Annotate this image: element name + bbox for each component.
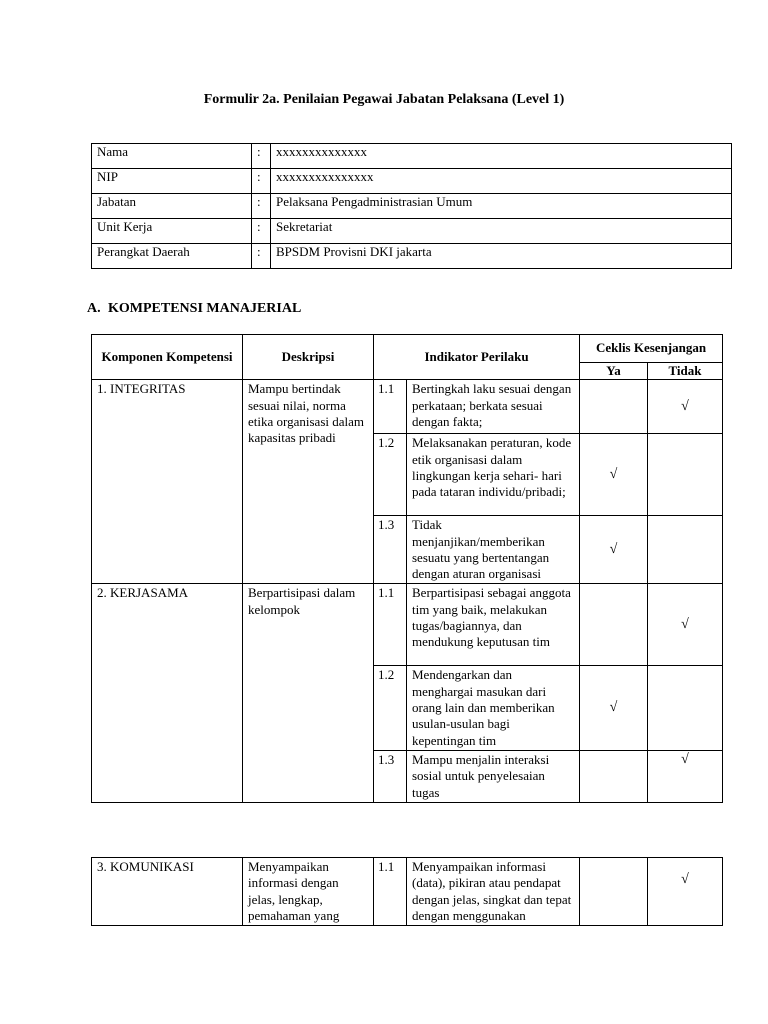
competency-name: 2. KERJASAMA [92, 584, 243, 802]
identity-label: Nama [92, 144, 252, 169]
competency-description: Mampu bertindak sesuai nilai, norma etika organisasi dalam kapasitas pribadi [243, 380, 374, 584]
check-ya [580, 584, 648, 666]
check-tidak: √ [648, 750, 723, 802]
indicator-text: Berpartisipasi sebagai anggota tim yang baik, melakukan tugas/bagiannya, dan mendukung keputusan tim [407, 584, 580, 666]
header-komponen: Komponen Kompetensi [92, 335, 243, 380]
check-tidak [648, 516, 723, 584]
table-row [92, 380, 723, 434]
identity-value: Sekretariat [271, 219, 732, 244]
indicator-text: Mampu menjalin interaksi sosial untuk penyelesaian tugas [407, 750, 580, 802]
indicator-number: 1.2 [374, 666, 407, 750]
header-ya: Ya [580, 363, 648, 380]
indicator-text: Mendengarkan dan menghargai masukan dari orang lain dan memberikan usulan-usulan bagi kepentingan tim [407, 666, 580, 750]
competency-table [91, 334, 723, 803]
check-tidak [648, 434, 723, 516]
identity-separator: : [252, 219, 271, 244]
indicator-number: 1.1 [374, 380, 407, 434]
table-row [92, 584, 723, 666]
identity-table [91, 143, 732, 269]
competency-description: Berpartisipasi dalam kelompok [243, 584, 374, 802]
header-tidak: Tidak [648, 363, 723, 380]
identity-separator: : [252, 244, 271, 269]
identity-value: BPSDM Provisni DKI jakarta [271, 244, 732, 269]
identity-separator: : [252, 194, 271, 219]
check-ya [580, 380, 648, 434]
check-ya [580, 858, 648, 926]
indicator-number: 1.1 [374, 858, 407, 926]
identity-value: xxxxxxxxxxxxxxx [271, 169, 732, 194]
indicator-number: 1.3 [374, 750, 407, 802]
check-ya [580, 750, 648, 802]
identity-row-perangkat-daerah [92, 244, 732, 269]
indicator-text: Bertingkah laku sesuai dengan perkataan; berkata sesuai dengan fakta; [407, 380, 580, 434]
check-tidak: √ [648, 584, 723, 666]
identity-row-nip [92, 169, 732, 194]
indicator-number: 1.3 [374, 516, 407, 584]
indicator-text: Tidak menjanjikan/memberikan sesuatu yang bertentangan dengan aturan organisasi [407, 516, 580, 584]
section-title: KOMPETENSI MANAJERIAL [108, 301, 302, 316]
identity-value: Pelaksana Pengadministrasian Umum [271, 194, 732, 219]
check-ya: √ [580, 516, 648, 584]
competency-name: 3. KOMUNIKASI [92, 858, 243, 926]
section-heading-a [87, 301, 301, 317]
identity-label: Perangkat Daerah [92, 244, 252, 269]
indicator-number: 1.2 [374, 434, 407, 516]
table-row [92, 858, 723, 926]
indicator-number: 1.1 [374, 584, 407, 666]
check-tidak: √ [648, 858, 723, 926]
identity-label: Jabatan [92, 194, 252, 219]
competency-table-continued [91, 857, 723, 926]
indicator-text: Melaksanakan peraturan, kode etik organisasi dalam lingkungan kerja sehari- hari pada tataran individu/pribadi; [407, 434, 580, 516]
section-letter: A. [87, 301, 101, 316]
check-tidak [648, 666, 723, 750]
check-ya: √ [580, 434, 648, 516]
document-title: Formulir 2a. Penilaian Pegawai Jabatan Pelaksana (Level 1) [203, 92, 565, 107]
identity-separator: : [252, 144, 271, 169]
check-ya: √ [580, 666, 648, 750]
header-indikator: Indikator Perilaku [374, 335, 580, 380]
identity-row-nama [92, 144, 732, 169]
identity-value: xxxxxxxxxxxxxx [271, 144, 732, 169]
indicator-text: Menyampaikan informasi (data), pikiran atau pendapat dengan jelas, singkat dan tepat dengan menggunakan [407, 858, 580, 926]
check-tidak: √ [648, 380, 723, 434]
header-ceklis: Ceklis Kesenjangan [580, 335, 723, 363]
identity-row-unit-kerja [92, 219, 732, 244]
competency-description: Menyampaikan informasi dengan jelas, lengkap, pemahaman yang [243, 858, 374, 926]
competency-name: 1. INTEGRITAS [92, 380, 243, 584]
header-deskripsi: Deskripsi [243, 335, 374, 380]
identity-label: NIP [92, 169, 252, 194]
identity-row-jabatan [92, 194, 732, 219]
identity-separator: : [252, 169, 271, 194]
identity-label: Unit Kerja [92, 219, 252, 244]
